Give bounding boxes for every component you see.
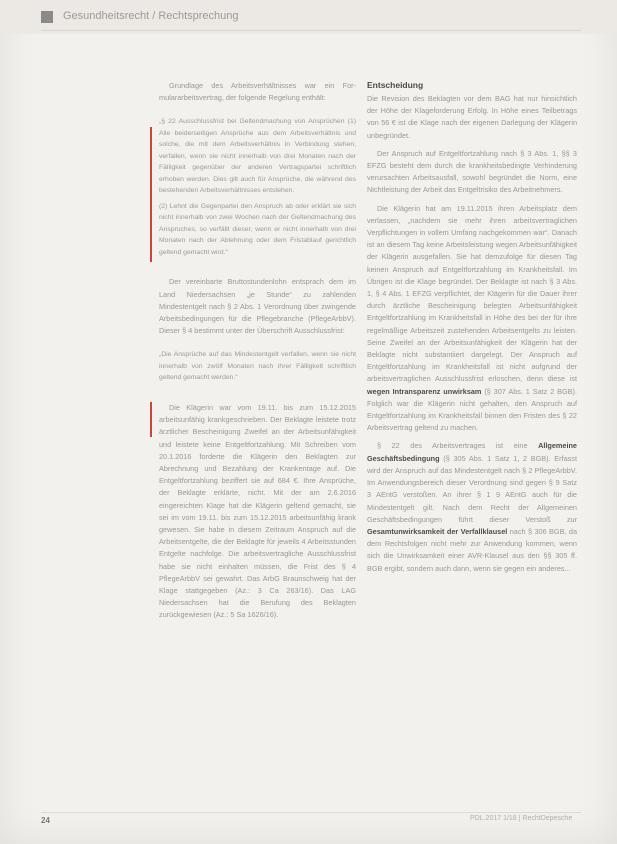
text-run: § 22 des Arbeitsvertrages ist eine [377,441,528,451]
quote-paragraph: „§ 22 Ausschlussfrist bei Geltendmachung von Ansprüchen (1) Alle beiderseitigen Ansprüche aus dem Arbeitsverhältnis und solche, die mit dem Arbeitsverhältnis in Verbindung stehen, verfallen, wenn sie nicht innerhalb von drei Monaten nach der Fälligkeit gegenüber der anderen Vertragspartei schriftlich erhoben werden. Dies gilt auch für Ansprüche, die während des bestehenden Arbeitsverhältnisses entstehen. [159,118,356,195]
body-paragraph: Die Revision des Beklagten vor dem BAG hat nur hinsichtlich der Höhe der Klageforderung Erfolg. In Höhe eines Teilbetrags von 56 € ist die Klage nach der eigenen Darlegung der Klägerin unbegründet. [367,94,577,140]
intro-paragraph: Grundlage des Arbeitsverhältnisses war ein For-mulararbeitsvertrag, der folgende Regelung enthält: [159,81,356,103]
header-bar [0,0,617,34]
footer-divider [41,812,581,813]
body-paragraph [367,203,577,435]
section-heading: Entscheidung [367,80,424,90]
contract-clause-quote [159,116,356,258]
emphasis-text: wegen Intransparenz unwirksam [367,386,482,396]
section-marker-icon [41,11,53,23]
text-run: (§ 305 Abs. 1 Satz 1, 2 BGB). Erfasst wird der Anspruch auf das Mindestentgelt nach § 2 PflegeArbbV. Im Anwendungsbereich dieser Verordnung sind gegen § 9 Satz 3 AEntG verstoßen. An ihrer § 1 9 AEntG auch für die Mindestentgelt gilt. Nach dem Recht der Allgemeinen Geschäftsbedingungen führt dieser Verstoß zur [367,453,577,524]
quote-marker-2 [150,402,152,437]
quote-paragraph: (2) Lehnt die Gegenpartei den Anspruch ab oder erklärt sie sich nicht innerhalb von zwei Wochen nach der Geltendmachung des Anspruches, so verfällt dieser, wenn er nicht innerhalb von drei Monaten nach der Ablehnung oder dem Fristablauf gerichtlich geltend gemacht wird.“ [159,202,356,256]
text-run: Die Klägerin hat am 19.11.2015 ihren Arbeitsplatz dem verlassen, „nachdem sie mehr ihren arbeitsvertraglichen Verpflichtungen in vollem Umfang nachgekommen war“. Danach ist an diesem Tag keine Arbeitsleistung wegen Arbeitsunfähigkeit der Klägerin ausgefallen. Sie hat demzufolge für diesen Tag keinen Anspruch auf Entgeltfortzahlung im Krankheitsfall. Im Übrigen ist die Klage begründet. Der Beklagte ist nach § 3 Abs. 1, § 4 Abs. 1 EFZG verpflichtet, der Klägerin für die Dauer ihrer durch ärztliche Bescheinigung belegten Arbeitsunfähigkeit Entgeltfortzahlung im Krankheitsfall in Höhe des bei der für ihre regelmäßige Arbeitszeit zustehenden Arbeitsentgelts zu leisten. Seine Zweifel an der Arbeitsunfähigkeit der Klägerin hat der Beklagte nicht substantiiert dargelegt. Der Anspruch auf Entgeltfortzahlung im Krankheitsfall ist nicht aufgrund der arbeitsvertraglichen Ausschlussfrist erloschen, denn diese ist [367,203,577,384]
body-paragraph: Der Anspruch auf Entgeltfortzahlung nach § 3 Abs. 1, §§ 3 EFZG besteht dem durch die krankheitsbedingte Verhinderung verursachten Arbeitsausfall, sowohl begründet die Norm, eine Nichtleistung der Arbeit das Entgeltrisiko des Arbeitnehmers. [367,148,577,195]
section-title: Gesundheitsrecht / Rechtsprechung [63,10,239,22]
text-run: nach § 306 BGB, da dem Rechtsfolgen nicht mehr zur Anwendung kommen, wenn sich die Unwirksamkeit einer AVR-Klausel aus den §§ 305 ff. BGB ergibt, sondern auch dann, wenn sie gegen ein anderes... [367,526,578,573]
page-number: 24 [41,816,50,825]
body-paragraph: Der vereinbarte Bruttostundenlohn entsprach dem im Land Niedersachsen „je Stunde“ zu zahlenden Mindestentgelt nach § 2 Abs. 1 Verordnung über zwingende Arbeitsbedingungen für die Pflegebranche (PflegeArbbV). Dieser § 4 bestimmt unter der Überschrift Ausschlussfrist: [159,277,356,336]
quote-marker-1 [150,127,152,262]
regulation-quote [159,349,356,384]
emphasis-text: Allgemeine Geschäftsbedingung [367,441,577,463]
body-paragraph: Die Klägerin war vom 19.11. bis zum 15.12.2015 arbeitsunfähig krankgeschrieben. Der Beklagte leistete trotz ärztlicher Bescheinigung Zweifel an der Arbeitsunfähigkeit und leistete keine Entgeltfortzahlung. Mit Schreiben vom 20.1.2016 forderte die Klägerin den Beklagten zur Abrechnung und Bezahlung der Krankentage auf. Die Entgeltfortzahlung beziffert sie auf 684 €. Ihre Ansprüche, der Beklagte erklärte, nicht. Mit der am 2.6.2016 eingereichten Klage hat die Klägerin geltend gemacht, sie sei im vom 19.11. bis zum 15.12.2015 arbeitsunfähig krank gewesen. Sie habe in diesem Zeitraum Anspruch auf die Arbeitsentgelte, die der Beklagte für jeweils 4 Arbeitsstunden Entgelte nachfolge. Die arbeitsvertragliche Ausschlussfrist habe sie nicht einhalten müssen, die Frist des § 4 PflegeArbbV sei gewahrt. Das ArbG Braunschweig hat der Klage stattgegeben (Az.: 3 Ca 263/16). Das LAG Niedersachsen hat die Berufung des Beklagten zurückgewiesen (Az.: 5 Sa 1626/16). [159,402,356,620]
body-paragraph [367,440,577,574]
quote-paragraph: „Die Ansprüche auf das Mindestentgelt verfallen, wenn sie nicht innerhalb von zwölf Monaten nach ihrer Fälligkeit schriftlich geltend gemacht werden.“ [159,351,356,382]
publication-info: PDL.2017 1/18 | RechtDepesche [470,815,573,822]
text-run: (§ 307 Abs. 1 Satz 2 BGB). Folglich war die Klägerin nicht gehalten, den Anspruch auf Entgeltfortzahlung im Krankheitsfall binnen den Fristen des § 22 Arbeitsvertrag geltend zu machen. [367,386,578,433]
emphasis-text: Gesamtunwirksamkeit der Verfallklausel [367,526,508,536]
right-column [367,80,577,581]
left-column [159,80,356,628]
header-divider [41,30,581,31]
